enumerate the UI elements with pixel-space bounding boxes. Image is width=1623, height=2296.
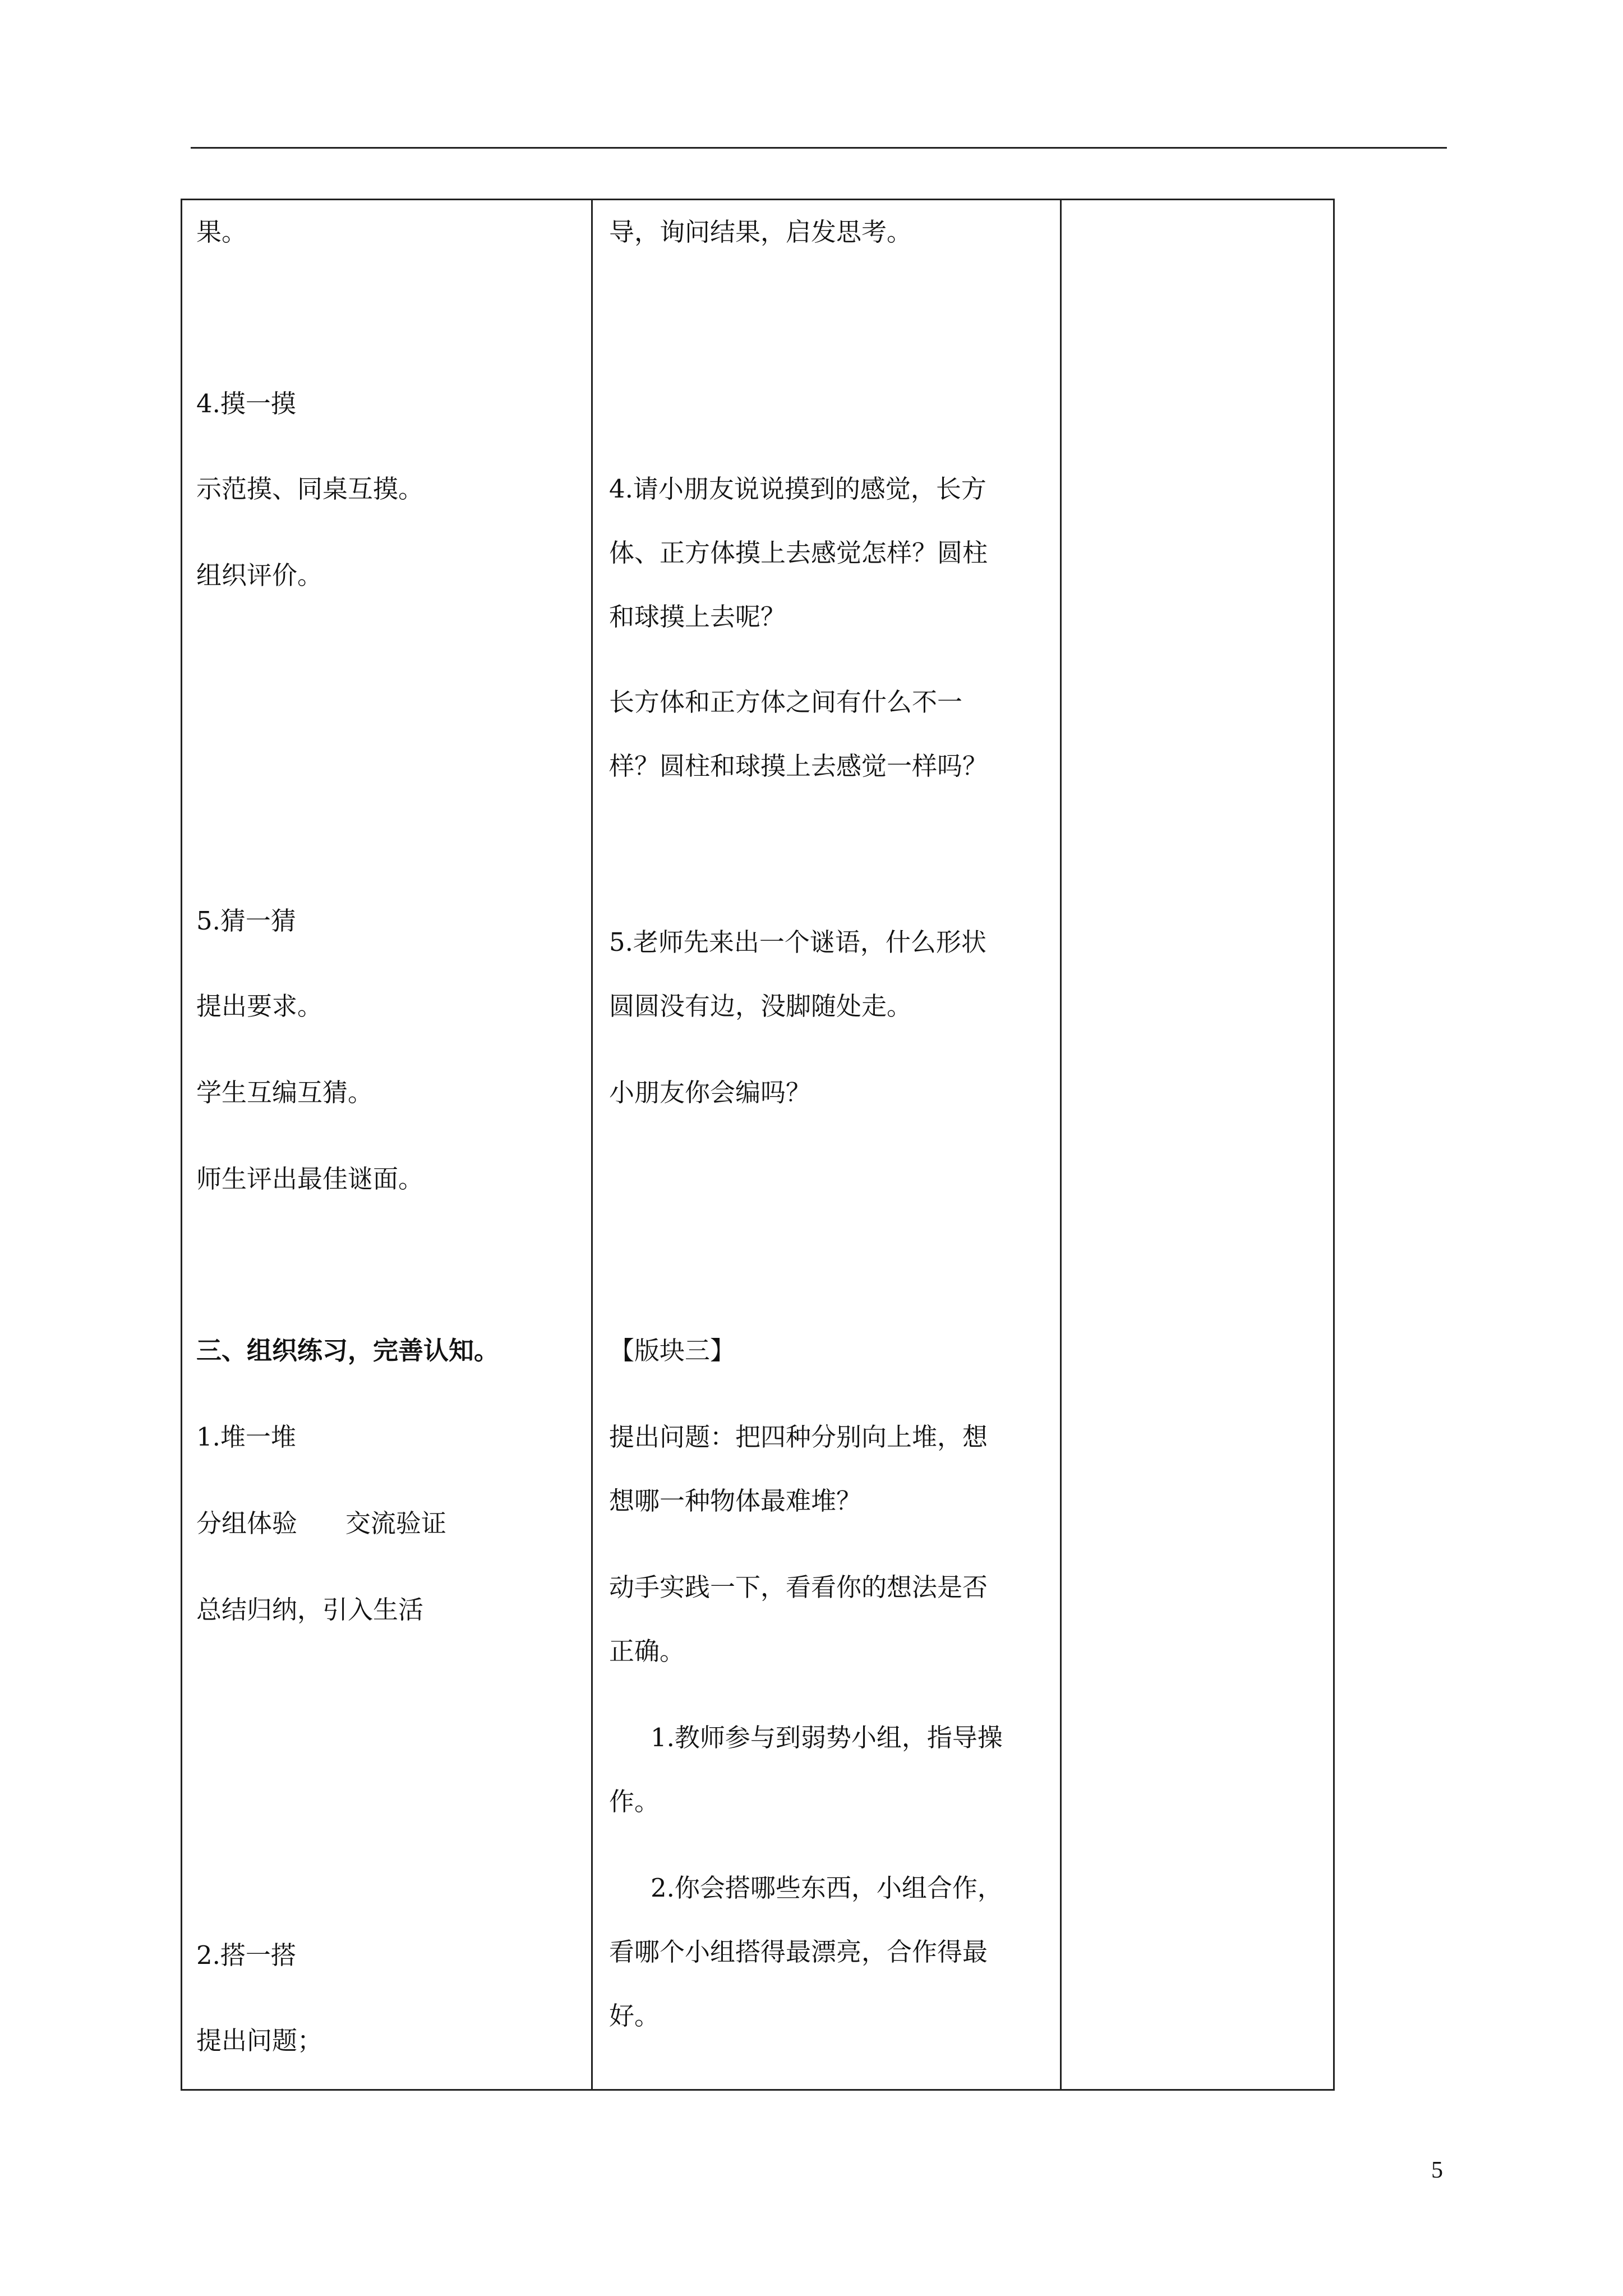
left-text-line: 提出问题； [196,2026,323,2055]
left-text-line: 提出要求。 [196,991,323,1021]
middle-text-line: 和球摸上去呢？ [609,602,786,632]
left-text-line: 组织评价。 [196,560,323,590]
left-text-line: 学生互编互猜。 [196,1078,374,1107]
left-text-line: 1.堆一堆 [196,1422,296,1452]
left-text-line: 师生评出最佳谜面。 [196,1164,424,1194]
left-text-line: 4.摸一摸 [196,389,296,418]
middle-text-line: 样？圆柱和球摸上去感觉一样吗？ [609,751,988,781]
page-number: 5 [1431,2157,1443,2183]
middle-text-line: 提出问题：把四种分别向上堆，想 [609,1422,988,1452]
middle-text-line: 正确。 [609,1636,685,1666]
middle-text-line: 4.请小朋友说说摸到的感觉，长方 [609,474,986,504]
left-text-line: 5.猜一猜 [196,906,296,936]
middle-text-line: 长方体和正方体之间有什么不一 [609,687,963,717]
middle-text-line: 好。 [609,2001,660,2031]
middle-text-line: 2.你会搭哪些东西，小组合作， [651,1873,1003,1903]
middle-text-line: 作。 [609,1787,660,1816]
middle-text-line: 小朋友你会编吗？ [609,1078,811,1107]
left-text-line: 分组体验 交流验证 [196,1508,446,1538]
middle-text-line: 想哪一种物体最难堆？ [609,1486,862,1516]
middle-text-line: 看哪个小组搭得最漂亮，合作得最 [609,1937,988,1967]
column-divider-1 [591,199,593,2091]
middle-text-line: 1.教师参与到弱势小组，指导操 [651,1723,1003,1752]
middle-text-line: 动手实践一下，看看你的想法是否 [609,1572,988,1602]
left-text-line: 总结归纳，引入生活 [196,1595,424,1625]
left-text-line: 2.搭一搭 [196,1940,296,1970]
header-rule [191,147,1447,149]
block-heading: 【版块三】 [609,1336,736,1365]
left-text-line: 示范摸、同桌互摸。 [196,474,424,504]
middle-text-line: 圆圆没有边，没脚随处走。 [609,991,912,1021]
middle-text-line: 5.老师先来出一个谜语，什么形状 [609,927,986,957]
column-divider-2 [1060,199,1062,2091]
left-text-line: 果。 [196,217,247,247]
section-heading: 三、组织练习，完善认知。 [196,1336,500,1365]
middle-text-line: 体、正方体摸上去感觉怎样？圆柱 [609,538,988,568]
middle-text-line: 导，询问结果，启发思考。 [609,217,912,247]
